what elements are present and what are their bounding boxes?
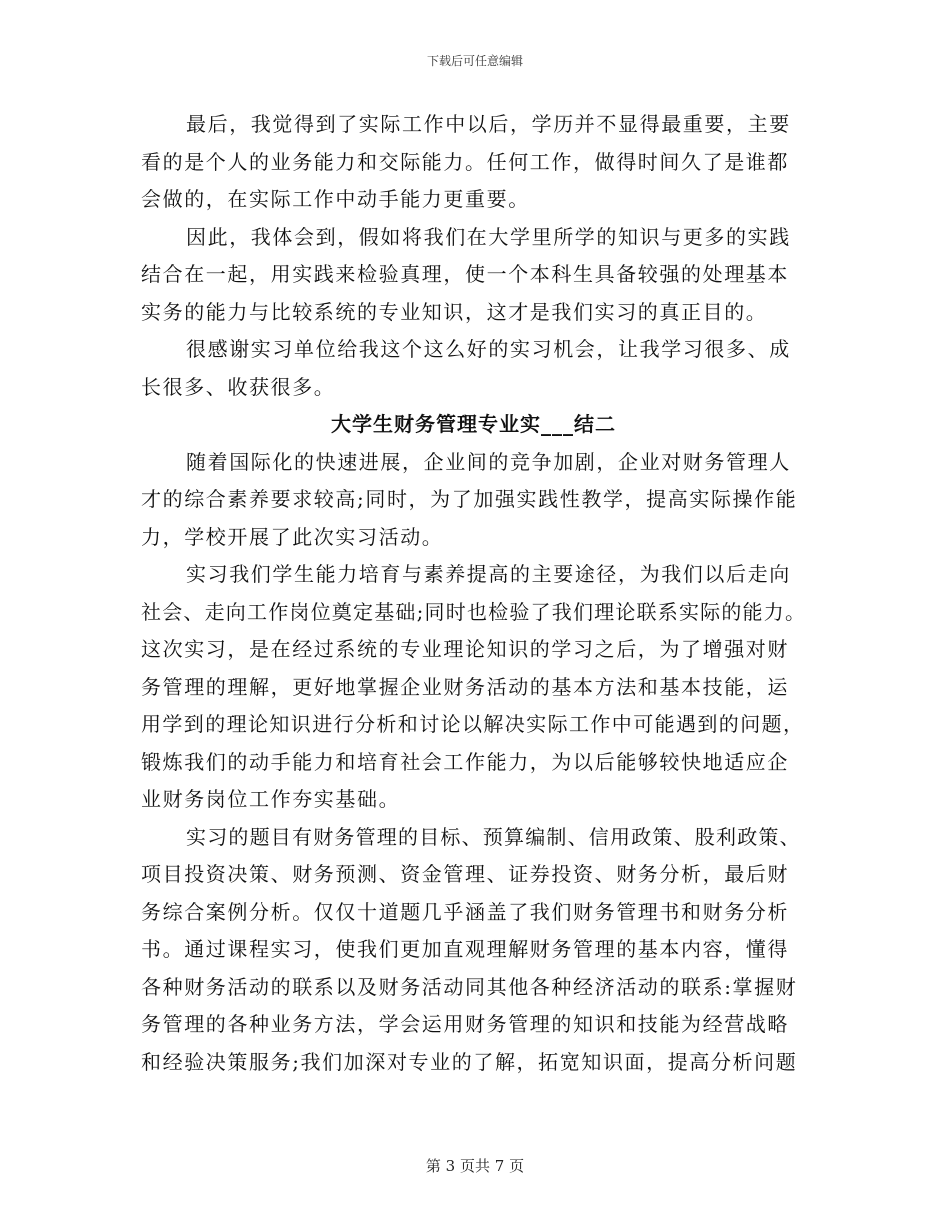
- text-line: 很感谢实习单位给我这个这么好的实习机会，让我学习很多、成: [186, 337, 791, 361]
- text-line: 这次实习，是在经过系统的专业理论知识的学习之后，为了增强对财: [141, 637, 789, 661]
- text-line: 长很多、收获很多。: [141, 374, 336, 399]
- text-line: 才的综合素养要求较高;同时，为了加强实践性教学，提高实际操作能: [141, 487, 798, 511]
- text-line: 实习我们学生能力培育与素养提高的主要途径，为我们以后走向: [186, 562, 791, 586]
- text-line: 最后，我觉得到了实际工作中以后，学历并不显得最重要，主要: [186, 112, 791, 136]
- text-line: 用学到的理论知识进行分析和讨论以解决实际工作中可能遇到的问题，: [141, 712, 805, 736]
- text-line: 结合在一起，用实践来检验真理，使一个本科生具备较强的处理基本: [141, 262, 789, 286]
- text-line: 和经验决策服务;我们加深对专业的了解，拓宽知识面，提高分析问题: [141, 1049, 798, 1074]
- text-line: 社会、走向工作岗位奠定基础;同时也检验了我们理论联系实际的能力。: [141, 599, 807, 624]
- text-line: 因此，我体会到，假如将我们在大学里所学的知识与更多的实践: [186, 224, 791, 249]
- text-line: 书。通过课程实习，使我们更加直观理解财务管理的基本内容，懂得: [141, 937, 789, 961]
- document-body: [141, 106, 806, 1081]
- page-header: 下载后可任意编辑: [426, 54, 523, 68]
- text-line: 务管理的理解，更好地掌握企业财务活动的基本方法和基本技能，运: [141, 674, 789, 699]
- text-line: 项目投资决策、财务预测、资金管理、证券投资、财务分析，最后财: [141, 862, 789, 886]
- text-line: 实习的题目有财务管理的目标、预算编制、信用政策、股利政策、: [186, 824, 801, 849]
- text-line: 各种财务活动的联系以及财务活动同其他各种经济活动的联系:掌握财: [141, 974, 798, 999]
- text-line: 随着国际化的快速进展，企业间的竞争加剧，企业对财务管理人: [186, 449, 791, 474]
- text-line: 实务的能力与比较系统的专业知识，这才是我们实习的真正目的。: [141, 299, 768, 324]
- text-line: 看的是个人的业务能力和交际能力。任何工作，做得时间久了是谁都: [141, 149, 789, 174]
- text-line: 业财务岗位工作夯实基础。: [141, 787, 401, 811]
- text-line: 会做的，在实际工作中动手能力更重要。: [141, 187, 530, 211]
- page-footer: 第 3 页共 7 页: [425, 1157, 525, 1175]
- text-line: 务综合案例分析。仅仅十道题几乎涵盖了我们财务管理书和财务分析: [141, 899, 789, 924]
- section-heading: 大学生财务管理专业实___结二: [331, 412, 616, 436]
- text-line: 力，学校开展了此次实习活动。: [141, 524, 444, 549]
- text-line: 锻炼我们的动手能力和培育社会工作能力，为以后能够较快地适应企: [141, 749, 789, 774]
- text-line: 务管理的各种业务方法，学会运用财务管理的知识和技能为经营战略: [141, 1012, 789, 1036]
